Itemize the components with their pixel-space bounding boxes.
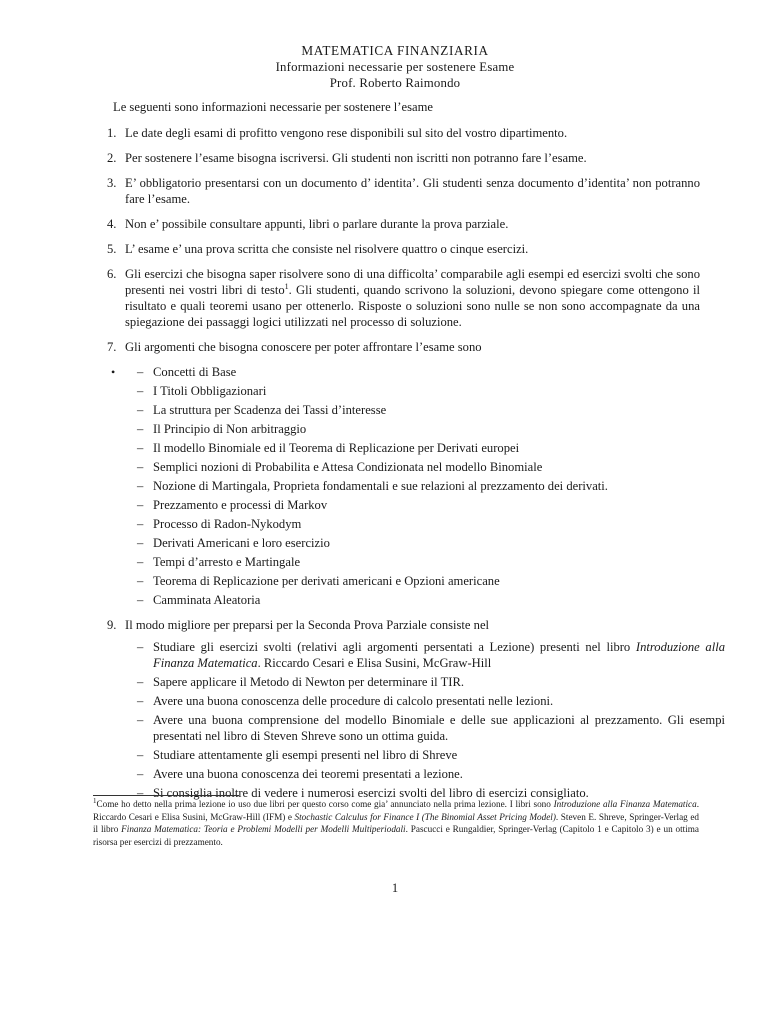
item-number: 4. [107,217,117,231]
advice-item [137,747,725,763]
item-text-part: Gli esercizi che bisogna saper risolvere sono di una difficolta’ comparabile agli esempi ed esercizi svolti che sono presenti nei vostri libri di testo [125,267,700,297]
footnote-text: . Pascucci e Rungaldier, Springer-Verlag (Capitolo 1 e Capitolo 3) e un ottima risorsa per esercizi di prezzamento. [93,824,699,847]
topic-item [137,459,713,475]
topic-text: Camminata Aleatoria [153,593,261,607]
footnote-mark: 1 [93,796,97,805]
dash-marker: – [137,786,144,800]
dash-marker: – [137,498,144,512]
advice-text: Avere una buona conoscenza dei teoremi presentati a lezione. [153,767,463,781]
topic-text: Tempi d’arresto e Martingale [153,555,301,569]
footnote [93,798,699,848]
topic-text: La struttura per Scadenza dei Tassi d’interesse [153,403,387,417]
footnote-text: . Steven E. Shreve, Springer-Verlag ed il libro [93,811,699,835]
list-item [0,339,700,355]
topic-item [137,421,713,437]
item-text: E’ obbligatorio presentarsi con un documento d’ identita’. Gli studenti senza documento d’identita’ non potranno fare l’esame. [125,176,700,206]
advice-item [137,674,725,690]
footnote-marker[interactable]: 1 [284,281,289,291]
advice-text: Si consiglia inoltre di vedere i numerosi esercizi svolti del libro di esercizi consigliato. [153,786,589,800]
dash-marker: – [137,555,144,569]
dash-marker: – [137,713,144,727]
advice-item [137,712,725,744]
dash-marker: – [137,441,144,455]
list-item [0,125,700,141]
dash-marker: – [137,694,144,708]
topic-text: Il Principio di Non arbitraggio [153,422,307,436]
topic-item [137,592,713,608]
dash-marker: – [137,536,144,550]
topic-text: Teorema di Replicazione per derivati americani e Opzioni americane [153,574,500,588]
dash-marker: – [137,767,144,781]
item-text: Non e’ possibile consultare appunti, libri o parlare durante la prova parziale. [125,217,509,231]
item-text: L’ esame e’ una prova scritta che consiste nel risolvere quattro o cinque esercizi. [125,242,529,256]
dash-marker: – [137,460,144,474]
advice-text: . Riccardo Cesari e Elisa Susini, McGraw-Hill [257,656,492,670]
document-title: MATEMATICA FINANZIARIA [301,43,489,58]
document-author: Prof. Roberto Raimondo [329,76,461,90]
topic-text: Il modello Binomiale ed il Teorema di Replicazione per Derivati europei [153,441,520,455]
advice-text: Studiare attentamente gli esempi presenti nel libro di Shreve [153,748,458,762]
footnote-book-title: Finanza Matematica: Teoria e Problemi Modelli per Modelli Multiperiodali [121,824,406,835]
document-header [0,43,768,91]
item-text-part: . Gli studenti, quando scrivono la soluzioni, devono spiegare come ottengono il risultato e quali teoremi usano per ottenerlo. Risposte o soluzioni sono nulle se non sono accompagnate da una spiegazione dei passaggi logici utilizzati nel processo di soluzione. [125,283,701,329]
dash-marker: – [137,593,144,607]
intro-paragraph: Le seguenti sono informazioni necessarie per sostenere l’esame [113,100,433,114]
list-item [0,266,700,330]
info-list [0,125,768,804]
dash-marker: – [137,384,144,398]
advice-list [0,639,725,801]
topic-text: Prezzamento e processi di Markov [153,498,328,512]
bullet-marker: • [111,365,116,379]
topic-text: Nozione di Martingala, Proprieta fondamentali e sue relazioni al prezzamento dei derivati. [153,479,608,493]
advice-item [137,766,725,782]
topic-item [137,440,713,456]
item-text [125,266,700,330]
topic-item [137,554,713,570]
book-title: Introduzione alla Finanza Matematica [153,640,725,670]
topic-item [137,497,713,513]
item-text: Per sostenere l’esame bisogna iscriversi. Gli studenti non iscritti non potranno fare l’esame. [125,151,587,165]
topic-text: I Titoli Obbligazionari [153,384,267,398]
dash-marker: – [137,640,144,654]
item-number: 5. [107,242,117,256]
topics-list [0,364,713,608]
dash-marker: – [137,574,144,588]
topic-text: Processo di Radon-Nykodym [153,517,302,531]
list-item [0,241,700,257]
list-item [0,216,700,232]
topic-text: Semplici nozioni di Probabilita e Attesa Condizionata nel modello Binomiale [153,460,543,474]
footnote-book-title: Introduzione alla Finanza Matematica [553,799,697,809]
dash-marker: – [137,479,144,493]
advice-text: Avere una buona conoscenza delle procedure di calcolo presentati nelle lezioni. [153,694,554,708]
item-text: Le date degli esami di profitto vengono rese disponibili sul sito del vostro dipartimento. [125,126,568,140]
topic-item [137,573,713,589]
dash-marker: – [137,365,144,379]
item-text: Il modo migliore per preparsi per la Seconda Prova Parziale consiste nel [125,618,490,632]
topics-block [0,364,768,608]
advice-text: Avere una buona comprensione del modello Binomiale e delle sue applicazioni al prezzamento. Gli esempi presentati nel libro di Steven Shreve sono un ottima guida. [153,713,725,743]
item-number: 7. [107,340,117,354]
page-number: 1 [391,881,399,895]
footnote-divider [93,795,239,796]
list-item [0,150,700,166]
item-number: 3. [107,176,117,190]
item-number: 2. [107,151,117,165]
footnote-book-title: Stochastic Calculus for Finance I (The Binomial Asset Pricing Model) [294,811,556,822]
dash-marker: – [137,748,144,762]
topic-text: Derivati Americani e loro esercizio [153,536,330,550]
advice-text: Sapere applicare il Metodo di Newton per determinare il TIR. [153,675,465,689]
dash-marker: – [137,422,144,436]
topic-item [137,478,713,494]
item-number: 9. [107,618,117,632]
dash-marker: – [137,403,144,417]
list-item [0,617,700,633]
dash-marker: – [137,675,144,689]
document-subtitle: Informazioni necessarie per sostenere Esame [275,60,515,74]
item-number: 1. [107,126,117,140]
advice-text: Studiare gli esercizi svolti (relativi agli argomenti persentati a Lezione) presenti nel libro [153,640,636,654]
topic-item [137,516,713,532]
footnote-text: Come ho detto nella prima lezione io uso due libri per questo corso come gia’ annunciato nella prima lezione. I libri sono [96,799,554,809]
advice-item [137,693,725,709]
topic-item [137,535,713,551]
topic-item [137,364,713,380]
topic-item [137,402,713,418]
topic-text: Concetti di Base [153,365,237,379]
dash-marker: – [137,517,144,531]
item-text: Gli argomenti che bisogna conoscere per poter affrontare l’esame sono [125,340,482,354]
footnote-text: . Riccardo Cesari e Elisa Susini, McGraw-Hill (IFM) e [93,799,699,822]
list-item [0,175,700,207]
item-number: 6. [107,267,117,281]
advice-item [137,639,725,671]
topic-item [137,383,713,399]
